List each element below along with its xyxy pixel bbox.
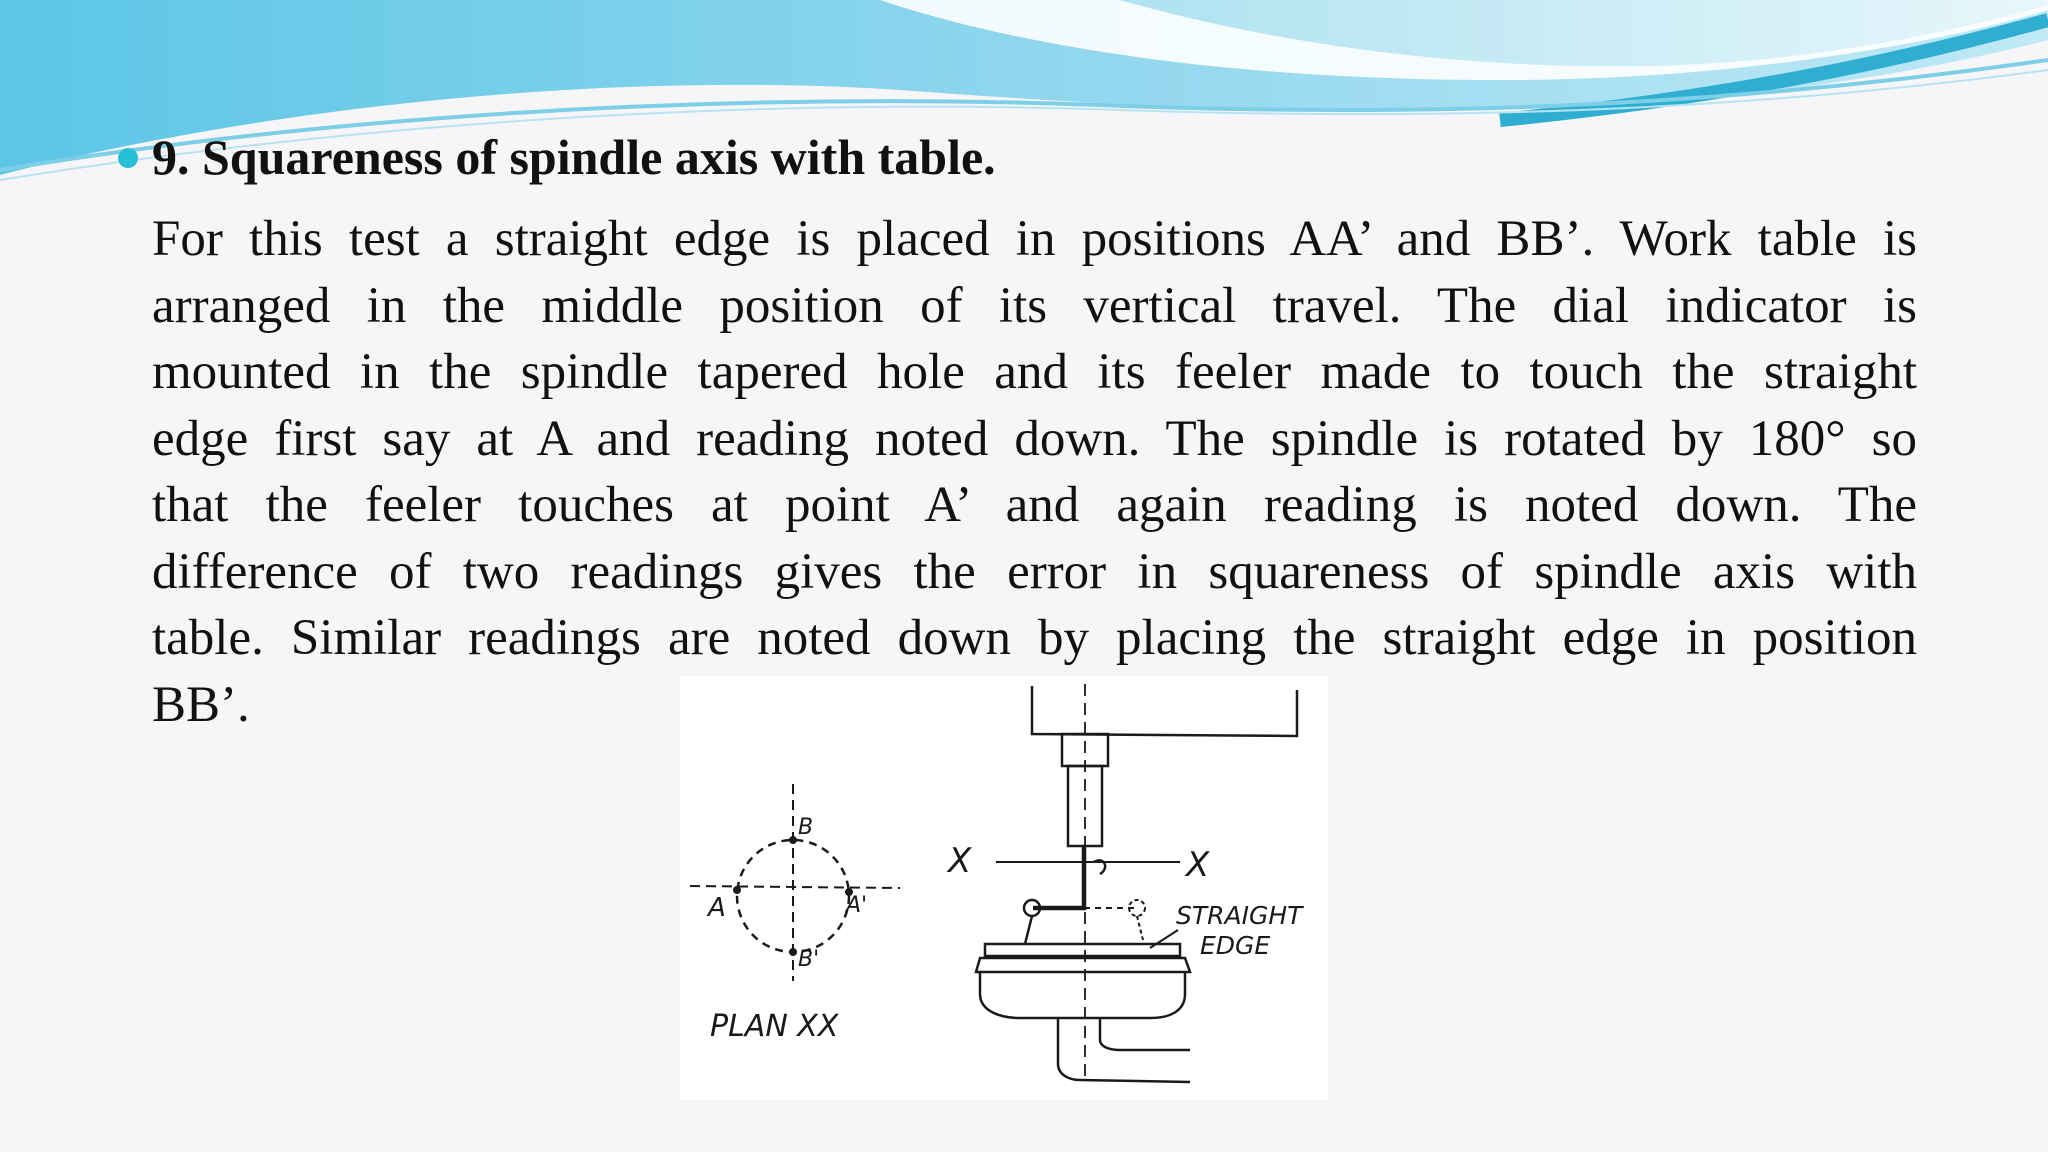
- body-paragraph: [152, 206, 1917, 738]
- point-b-marker: [790, 837, 797, 844]
- label-b-prime: B': [798, 947, 820, 972]
- paragraph-line: For this test a straight edge is placed in positions AA’ and BB’. Work table is: [152, 211, 1917, 267]
- paragraph-line: mounted in the spindle tapered hole and its feeler made to touch the straight: [152, 344, 1917, 400]
- paragraph-line: that the feeler touches at point A’ and again reading is noted down. The: [152, 477, 1917, 533]
- work-table-body: [980, 972, 1185, 1018]
- work-table-top: [976, 958, 1190, 972]
- paragraph-line: BB’.: [152, 676, 250, 733]
- straight-edge: [985, 944, 1180, 956]
- slide-heading-row: [118, 126, 1918, 196]
- machine-head: [1032, 686, 1297, 736]
- feeler-left: [1025, 916, 1032, 944]
- paragraph-line: difference of two readings gives the error in squareness of spindle axis with: [152, 543, 1917, 600]
- label-edge: EDGE: [1200, 931, 1271, 960]
- feeler-right: [1137, 916, 1143, 940]
- label-a-prime: A': [846, 893, 868, 918]
- paragraph-line: table. Similar readings are noted down by placing the straight edge in position: [152, 610, 1917, 666]
- label-x-left: X: [948, 841, 972, 881]
- squareness-test-figure: [680, 676, 1328, 1100]
- point-a-marker: [734, 887, 741, 894]
- point-b-prime-marker: [790, 949, 797, 956]
- label-x-right: X: [1186, 845, 1210, 885]
- bullet-dot-icon: [118, 148, 138, 168]
- plan-view: [690, 784, 900, 981]
- slide-heading: 9. Squareness of spindle axis with table.: [152, 129, 996, 185]
- paragraph-line: arranged in the middle position of its vertical travel. The dial indicator is: [152, 277, 1917, 334]
- label-b: B: [798, 815, 814, 840]
- elevation-view: [976, 684, 1297, 1082]
- dial-indicator-arm: [1033, 846, 1084, 908]
- label-plan-xx: PLAN XX: [710, 1009, 839, 1044]
- paragraph-line: edge first say at A and reading noted down. The spindle is rotated by 180° so: [152, 410, 1917, 467]
- label-a: A: [708, 893, 726, 923]
- label-straight: STRAIGHT: [1176, 901, 1303, 930]
- figure-drawing: [680, 676, 1328, 1100]
- table-support-right: [1100, 1018, 1190, 1050]
- plan-horizontal-axis: [690, 886, 900, 888]
- straight-edge-leader: [1150, 930, 1178, 948]
